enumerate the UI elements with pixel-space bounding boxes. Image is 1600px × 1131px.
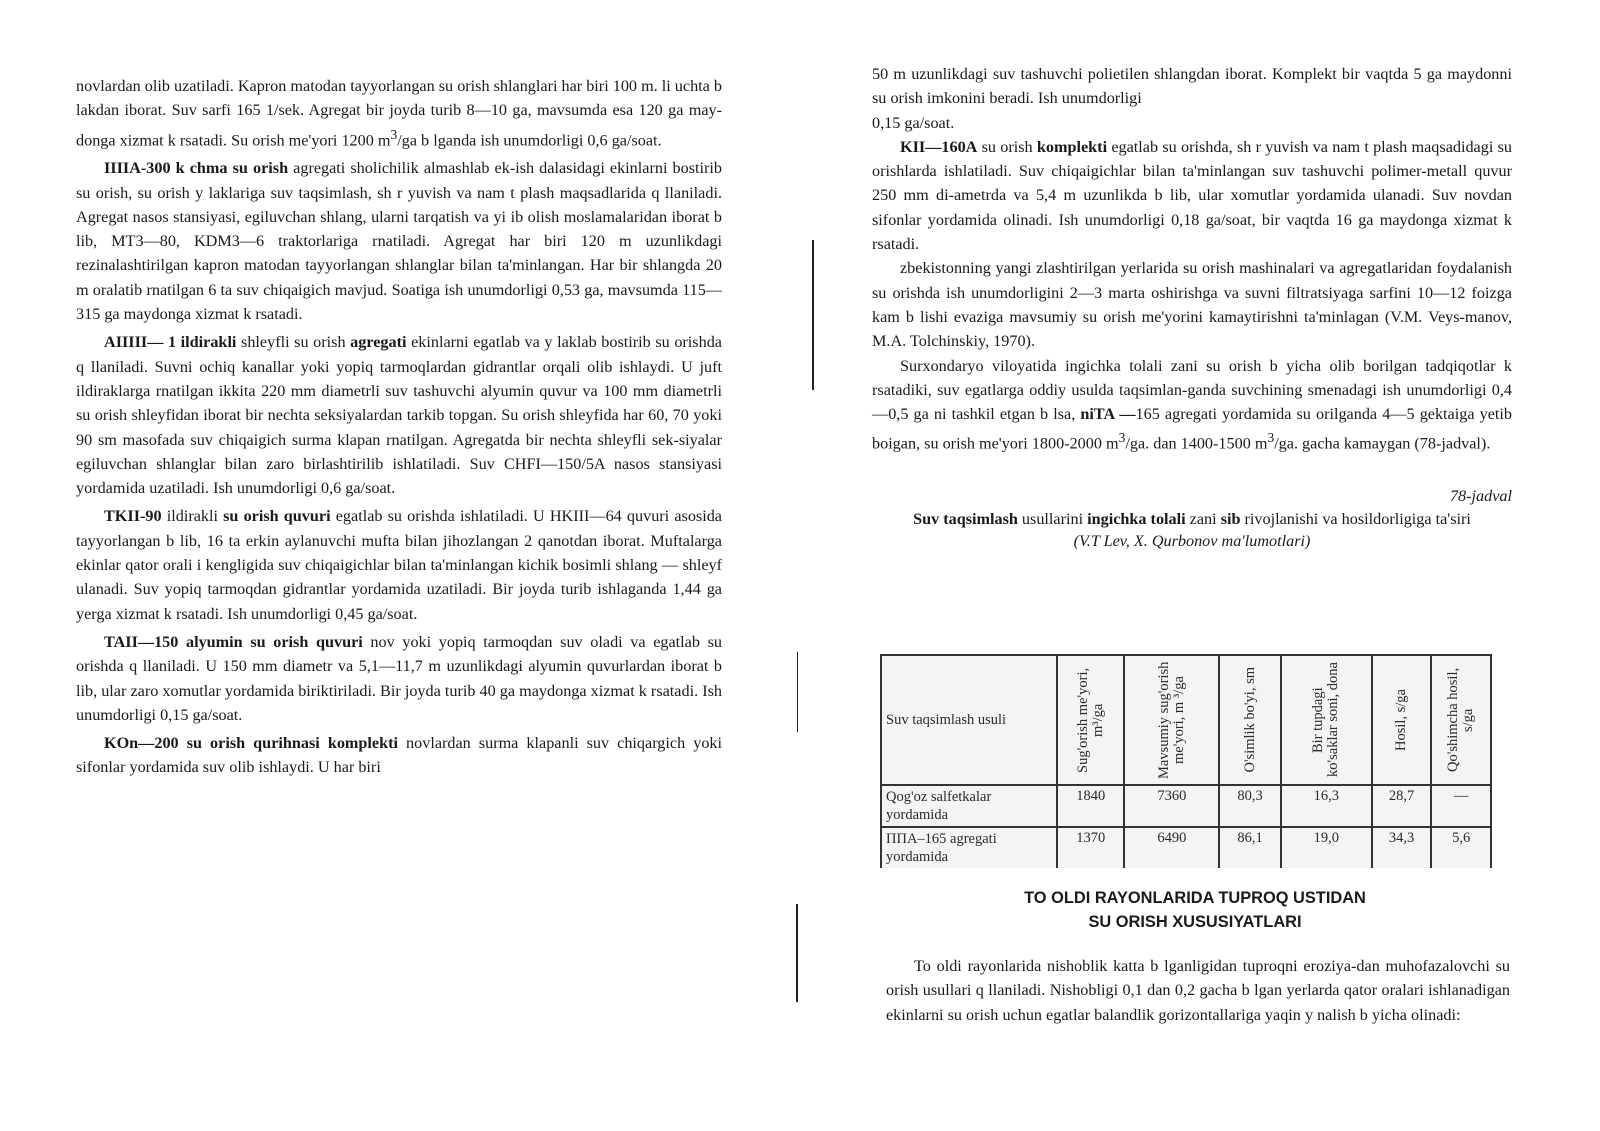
header-extra-yield xyxy=(1431,655,1491,785)
right-page-column xyxy=(872,62,1512,552)
cell: 34,3 xyxy=(1372,827,1432,868)
p4-text-b: egatlab su orishda ishlatiladi. U HKIII—64 quvuri asosida tayyorlangan b lib, 16 ta erkin aylanuvchi mufta bilan jihozlangan 2 qanotdan iborat. Muftalarga ekinlar qator orali i kengligida suv chiqaigichlar bilan ta'minlangan kichik bosimli shlang — shleyf ulanadi. Suv yopiq tarmoqdan gidrantlar yordamida uzatiladi. Bir joyda turib ishlaganda 1,44 ga yerga xizmat k rsatadi. Ish unumdorligi 0,45 ga/soat. xyxy=(76,507,722,623)
table-row xyxy=(881,827,1491,868)
p5-text: nov yoki yopiq tarmoqdan suv oladi va egatlab su orishda q llaniladi. U 150 mm diametr va 5,1—11,7 m uzunlikdagi alyumin quvurlardan iborat b lib, ular zaro xomutlar yordamida biriktiriladi. Bir joyda turib 40 ga maydonga xizmat k rsatadi. Ish unumdorligi 0,15 ga/soat. xyxy=(76,632,722,724)
paragraph-2 xyxy=(76,156,722,326)
r-paragraph-4 xyxy=(872,354,1512,457)
paragraph-3 xyxy=(76,330,722,500)
r4-text-a: Surxondaryo viloyatida ingichka tolali zani su orish b yicha olib borilgan tadqiqotlar k rsatadiki, suv egatlarga oddiy usulda taqsimlan-ganda suvchining smenadagi ish unumdorligi 0,4—0,5 ga ni tashkil etgan b lsa, xyxy=(872,356,1512,424)
p5-term: TAII—150 alyumin su orish quvuri xyxy=(104,632,363,651)
r2-text-a: su orish xyxy=(977,137,1037,156)
p1-end: /ga b lganda ish unumdorligi 0,6 ga/soat. xyxy=(397,130,662,149)
r1-text-b: 0,15 ga/soat. xyxy=(872,113,955,132)
p4-term: TKII-90 xyxy=(104,507,162,526)
p6-text: novlardan surma klapanli suv chiqargich yoki sifonlar yordamida suv olib ishlaydi. U har biri xyxy=(76,734,723,777)
header-extra-label: Qo'shimcha hosil, s/ga xyxy=(1445,667,1477,773)
scan-divider-line xyxy=(797,652,798,732)
row-method: Qog'oz salfetkalar yordamida xyxy=(881,785,1057,827)
table-header-row xyxy=(881,655,1491,785)
caption-bold-2: ingichka tolali xyxy=(1087,510,1186,529)
data-table xyxy=(880,654,1492,868)
r1-text: 50 m uzunlikdagi suv tashuvchi polietilen shlangdan iborat. Komplekt bir vaqtda 5 ga maydonni su orish imkonini beradi. Ish unumdorligi xyxy=(872,65,1512,108)
r-paragraph-1 xyxy=(872,62,1512,135)
header-height xyxy=(1219,655,1280,785)
p3-term: AIIIII— 1 ildirakli xyxy=(104,333,237,352)
r-paragraph-3 xyxy=(872,256,1512,353)
header-bolls-label: Bir tupdagi ko'saklar soni, dona xyxy=(1310,662,1342,778)
caption-text-3: rivojlanishi va hosildorligiga ta'siri xyxy=(1240,510,1471,529)
caption-text-1: usullarini xyxy=(1017,510,1088,529)
header-yield xyxy=(1372,655,1432,785)
p2-term: IIIIA-300 k chma su orish xyxy=(104,159,289,178)
cell: 1370 xyxy=(1057,827,1124,868)
row-method: ППА–165 agregati yordamida xyxy=(881,827,1057,868)
cell: 6490 xyxy=(1124,827,1219,868)
table-row xyxy=(881,785,1491,827)
p1-text: novlardan olib uzatiladi. Kapron matodan tayyorlangan su orish shlanglari har biri 100 m. li uchta b lakdan iborat. Suv sarfi 165 1/sek. Agregat bir joyda turib 8—10 ga, mavsumda esa 120 ga may-donga xizmat k rsatadi. Su orish me'yori 1200 m xyxy=(76,77,722,149)
r4-term: niTA — xyxy=(1080,405,1136,424)
section-heading-line-2: SU ORISH XUSUSIYATLARI xyxy=(1088,913,1302,931)
caption-source: (V.T Lev, X. Qurbonov ma'lumotlari) xyxy=(1073,532,1311,551)
r-paragraph-2 xyxy=(872,135,1512,256)
section-body xyxy=(886,954,1510,1027)
cell: 28,7 xyxy=(1372,785,1432,827)
cell: 16,3 xyxy=(1281,785,1372,827)
cell: 80,3 xyxy=(1219,785,1280,827)
section-heading-line-1: TO OLDI RAYONLARIDA TUPROQ USTIDAN xyxy=(1024,889,1366,907)
r2-text-b: egatlab su orishda, sh r yuvish va nam t plash maqsadidagi su orishlarda ishlatiladi. Suv chiqaigichlar bilan ta'minlangan suv tashuvchi polimer-metall quvur 250 mm di-ametrda va 5,4 m uzunlikda b lib, ular xomutlar yordamida ulanadi. Suv novdan sifonlar yordamida olinadi. Ish unumdorligi 0,18 ga/soat, bir vaqtda 16 ga maydonga xizmat k rsatadi. xyxy=(872,137,1512,254)
paragraph-5 xyxy=(76,630,722,727)
cell: 1840 xyxy=(1057,785,1124,827)
scanned-table-image xyxy=(880,654,1492,868)
table-number: 78-jadval xyxy=(1449,487,1512,506)
caption-bold-3: sib xyxy=(1220,510,1241,529)
p6-term: KOn—200 su orish qurihnasi komplekti xyxy=(104,734,398,753)
p4-term-2: su orish quvuri xyxy=(223,507,331,526)
header-height-label: O'simlik bo'yi, sm xyxy=(1241,667,1258,773)
scan-divider-line xyxy=(812,240,814,390)
header-method-label: Suv taqsimlash usuli xyxy=(886,711,1007,728)
header-season-norm xyxy=(1124,655,1219,785)
caption-text-2: zani xyxy=(1185,510,1221,529)
p3-text-a: shleyfli su orish xyxy=(236,333,351,352)
caption-bold-1: Suv taqsimlash xyxy=(913,510,1018,529)
r4-text-b: 165 agregati yordamida su orilganda 4—5 gektaiga yetib boigan, su orish me'yori 1800-2000 m xyxy=(872,405,1512,453)
header-season-label: Mavsumiy sug'orish me'yori, m ³/ga xyxy=(1155,661,1187,779)
r4-text-d: /ga. gacha kamaygan (78-jadval). xyxy=(1274,434,1491,453)
cell: 19,0 xyxy=(1281,827,1372,868)
paragraph-1 xyxy=(76,74,722,152)
paragraph-6 xyxy=(76,731,722,780)
left-page-column xyxy=(76,74,722,780)
section-heading xyxy=(880,886,1510,934)
r3-text: zbekistonning yangi zlashtirilgan yerlarida su orish mashinalari va agregatlaridan foydalanish su orishda ish unumdorligini 2—3 marta oshirishga va suvni filtratsiyaga sarfini 10—12 foizga kam b lishi evaziga mavsumiy su orish me'yorini kamaytirishni ta'minlagan (V.M. Veys-manov, M.A. Tolchinskiy, 1970). xyxy=(872,259,1512,351)
p3-term-2: agregati xyxy=(350,333,407,352)
cell: 7360 xyxy=(1124,785,1219,827)
cell: — xyxy=(1431,785,1491,827)
section-paragraph: To oldi rayonlarida nishoblik katta b lganligidan tuproqni eroziya-dan muhofazalovchi su orish usullari q llaniladi. Nishobligi 0,1 dan 0,2 gacha b lgan yerlarda qator oralari ishlanadigan ekinlarni su orish uchun egatlar balandlik gorizontallariga yaqin y nalish b yicha olinadi: xyxy=(886,957,1510,1024)
header-method xyxy=(881,655,1057,785)
p2-text: agregati sholichilik almashlab ek-ish dalasidagi ekinlarni bostirib su orish, su orish y laklariga suv taqsimlash, sh r yuvish va nam t plash maqsadlarida q llaniladi. Agregat nasos stansiyasi, egiluvchan shlang, ularni tarqatish va yi ib olish moslamalaridan iborat b lib, MT3—80, KDM3—6 traktorlariga rnatiladi. Agregat har biri 120 m uzunlikdagi rezinalashtirilgan kapron matodan tayyorlangan shlanglar bilan ta'minlangan. Har bir shlangda 20 m oralatib rnatilgan 6 ta suv chiqaigich mavjud. Soatiga ish unumdorligi 0,53 ga, mavsumda 115—315 ga maydonga xizmat k rsatadi. xyxy=(76,159,722,324)
p4-text-a: ildirakli xyxy=(161,507,224,526)
scan-divider-line xyxy=(796,904,798,1002)
header-yield-label: Hosil, s/ga xyxy=(1393,688,1410,752)
r4-text-c: /ga. dan 1400-1500 m xyxy=(1125,434,1268,453)
header-norm xyxy=(1057,655,1124,785)
p1-superscript: 3 xyxy=(390,126,398,142)
paragraph-4 xyxy=(76,504,722,625)
r2-term-2: komplekti xyxy=(1036,137,1108,156)
header-norm-label: Sug'orish me'yori, m³/ga xyxy=(1074,667,1106,773)
r2-term: KII—160A xyxy=(900,137,978,156)
cell: 5,6 xyxy=(1431,827,1491,868)
header-bolls xyxy=(1281,655,1372,785)
p3-text-b: ekinlarni egatlab va y laklab bostirib su orishda q llaniladi. Suvni ochiq kanallar yoki yopiq tarmoqlardan gidrantlar orqali olib ishlaydi. U juft ildiraklarga rnatilgan ikkita 220 mm diametrli suv tashuvchi alyumin quvur va 100 mm diametrli su orish shleyfidan iborat bir nechta seksiyalardan tarkib topgan. Su orish shleyfida har 60, 70 yoki 90 sm masofada suv chiqaigich surma klapan rnatilgan. Agregatda bir nechta shleyfli sek-siyalar egiluvchan shlanglar bilan zaro birlashtirilib ishlatiladi. Suv CHFI—150/5A nasos stansiyasi yordamida uzatiladi. Ish unumdorligi 0,6 ga/soat. xyxy=(76,333,722,498)
r4-sup-1: 3 xyxy=(1118,430,1126,446)
r4-sup-2: 3 xyxy=(1267,430,1275,446)
cell: 86,1 xyxy=(1219,827,1280,868)
table-caption xyxy=(912,508,1472,552)
